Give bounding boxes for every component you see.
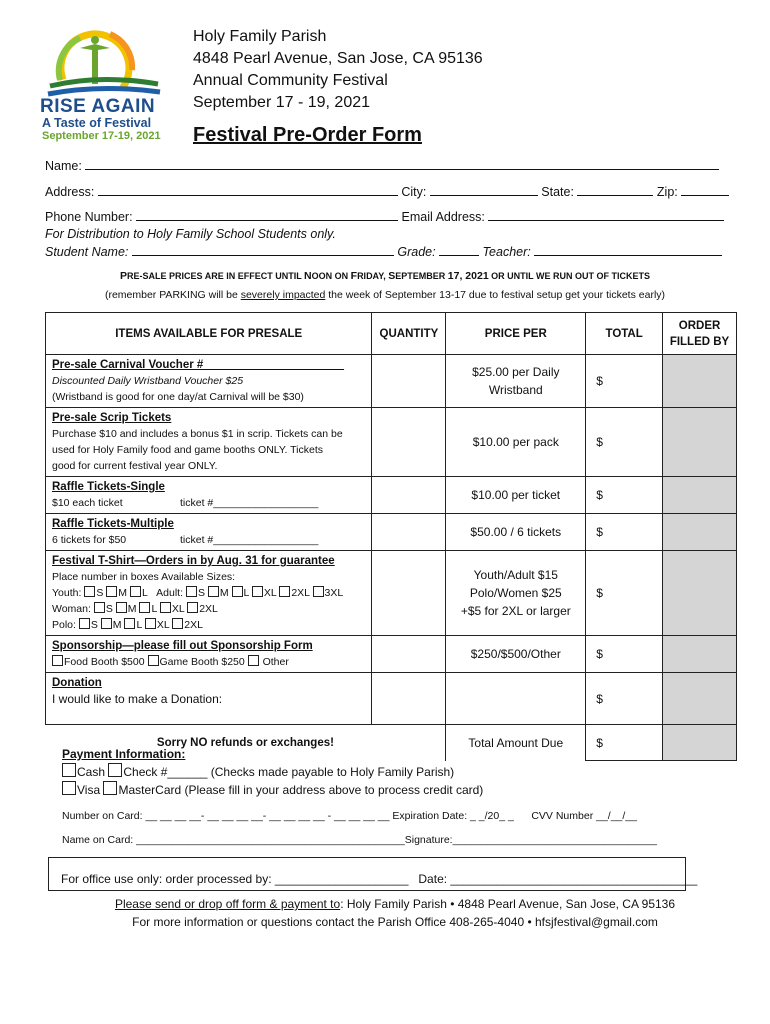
donation-total[interactable]: $ (586, 673, 663, 725)
tshirt-quantity[interactable] (372, 551, 446, 636)
woman-sizes: Woman: S M L XL 2XL (52, 603, 218, 615)
visa-checkbox[interactable] (62, 781, 76, 795)
table-row (46, 551, 737, 636)
logo-title: RISE AGAIN (40, 96, 156, 117)
carnival-filled-by (663, 355, 737, 408)
sponsorship-item: Sponsorship—please fill out Sponsorship Form Food Booth $500 Game Booth $250 Other (46, 636, 372, 673)
state-field[interactable] (577, 184, 653, 196)
table-row (46, 477, 737, 514)
table-row (46, 408, 737, 477)
raffle-multi-filled-by (663, 514, 737, 551)
phone-field[interactable] (136, 209, 398, 221)
payment-title: Payment Information: (62, 747, 186, 761)
form-title: Festival Pre-Order Form (193, 124, 422, 146)
city-field[interactable] (430, 184, 538, 196)
table-header-row (46, 313, 737, 355)
header-filled-by: ORDER FILLED BY (663, 313, 737, 355)
student-label: Student Name: (45, 245, 129, 259)
card-number-field[interactable]: Number on Card: __ __ __ __- __ __ __ __- __ __ __ __ - __ __ __ __ Expiration Date: _ _/20_ _ (62, 810, 514, 822)
donation-item: Donation I would like to make a Donation: (46, 673, 372, 725)
items-table (45, 312, 737, 761)
youth-adult-sizes: Youth: S M L Adult: S M L XL 2XL 3XL (52, 587, 344, 599)
parking-notice: (remember PARKING will be severely impacted the week of September 13-17 due to festival setup get your tickets early) (104, 289, 666, 301)
tshirt-price: Youth/Adult $15 Polo/Women $25 +$5 for 2XL or larger (446, 551, 586, 636)
phone-row (45, 209, 724, 224)
table-row (46, 355, 737, 408)
card-number-row (62, 810, 637, 822)
event-dates: September 17 - 19, 2021 (193, 94, 371, 111)
header-items: ITEMS AVAILABLE FOR PRESALE (46, 313, 372, 355)
total-due-label: Total Amount Due (468, 735, 564, 750)
address-row (45, 184, 729, 199)
distribution-note: For Distribution to Holy Family School Students only. (45, 227, 336, 241)
raffle-single-price: $10.00 per ticket (446, 477, 586, 514)
check-checkbox[interactable] (108, 763, 122, 777)
cvv-field[interactable]: CVV Number __/__/__ (531, 810, 637, 822)
name-field[interactable] (85, 158, 719, 170)
address-label: Address: (45, 185, 95, 199)
name-label: Name: (45, 159, 82, 173)
address-field[interactable] (98, 184, 398, 196)
header-block (193, 26, 483, 114)
raffle-multi-item: Raffle Tickets-Multiple 6 tickets for $50 ticket #__________________ (46, 514, 372, 551)
office-processed: For office use only: order processed by: ____________________ (61, 872, 409, 886)
teacher-field[interactable] (534, 244, 722, 256)
scrip-total[interactable]: $ (586, 408, 663, 477)
raffle-single-quantity[interactable] (372, 477, 446, 514)
mail-instructions: Please send or drop off form & payment to: Holy Family Parish • 4848 Pearl Avenue, San Jose, CA 95136 (114, 897, 676, 911)
carnival-quantity[interactable] (372, 355, 446, 408)
logo-dates: September 17-19, 2021 (42, 130, 161, 142)
student-row (45, 244, 722, 259)
scrip-item: Pre-sale Scrip Tickets Purchase $10 and includes a bonus $1 in scrip. Tickets can be used for Holy Family food and game booths ONLY. Tickets good for current festival year ONLY. (46, 408, 372, 477)
grand-total[interactable]: $ (586, 725, 663, 761)
event-name: Annual Community Festival (193, 72, 388, 89)
header-price: PRICE PER (446, 313, 586, 355)
raffle-single-item: Raffle Tickets-Single $10 each ticket ticket #__________________ (46, 477, 372, 514)
zip-field[interactable] (681, 184, 729, 196)
header-quantity: QUANTITY (372, 313, 446, 355)
donation-filled-by (663, 673, 737, 725)
tshirt-filled-by (663, 551, 737, 636)
name-on-card-row[interactable]: Name on Card: ______________________________________________Signature:___________________________________ (62, 834, 657, 846)
presale-notice: PRE-SALE PRICES ARE IN EFFECT UNTIL NOON ON FRIDAY, SEPTEMBER 17, 2021 OR UNTIL WE RUN OUT OF TICKETS (120, 270, 650, 282)
carnival-price: $25.00 per Daily Wristband (446, 355, 586, 408)
parish-address: 4848 Pearl Avenue, San Jose, CA 95136 (193, 50, 483, 67)
sponsorship-price: $250/$500/Other (446, 636, 586, 673)
header-total: TOTAL (586, 313, 663, 355)
scrip-quantity[interactable] (372, 408, 446, 477)
office-date: Date: _____________________________________ (418, 872, 698, 886)
office-use-box (48, 857, 698, 891)
state-label: State: (541, 185, 574, 199)
other-checkbox[interactable] (248, 655, 259, 666)
email-field[interactable] (488, 209, 724, 221)
polo-sizes: Polo: S M L XL 2XL (52, 619, 203, 631)
raffle-single-filled-by (663, 477, 737, 514)
phone-label: Phone Number: (45, 210, 133, 224)
contact-info: For more information or questions contact the Parish Office 408-265-4040 • hfsjfestival@gmail.com (132, 915, 658, 929)
name-row (45, 158, 719, 173)
payment-section: Payment Information: Cash Check #______ (Checks made payable to Holy Family Parish) Visa MasterCard (Please fill in your address above to process credit card) (62, 747, 484, 797)
raffle-multi-price: $50.00 / 6 tickets (446, 514, 586, 551)
logo-subtitle: A Taste of Festival (42, 116, 152, 130)
grade-field[interactable] (439, 244, 479, 256)
raffle-single-total[interactable]: $ (586, 477, 663, 514)
parish-name: Holy Family Parish (193, 28, 327, 45)
game-booth-checkbox[interactable] (148, 655, 159, 666)
food-booth-checkbox[interactable] (52, 655, 63, 666)
donation-price (446, 673, 586, 725)
donation-quantity[interactable] (372, 673, 446, 725)
sponsorship-filled-by (663, 636, 737, 673)
no-refunds-note: Sorry NO refunds or exchanges! (46, 725, 446, 761)
table-row (46, 673, 737, 725)
scrip-price: $10.00 per pack (446, 408, 586, 477)
tshirt-item: Festival T-Shirt—Orders in by Aug. 31 for guarantee Place number in boxes Available Sizes: Youth: S M L Adult: S M L XL 2XL 3XL Woman: S M L XL 2XL Polo: S M L XL 2XL (46, 551, 372, 636)
sponsorship-total[interactable]: $ (586, 636, 663, 673)
raffle-multi-quantity[interactable] (372, 514, 446, 551)
raffle-multi-total[interactable]: $ (586, 514, 663, 551)
table-row (46, 636, 737, 673)
teacher-label: Teacher: (482, 245, 531, 259)
cash-checkbox[interactable] (62, 763, 76, 777)
zip-label: Zip: (656, 185, 678, 199)
grade-label: Grade: (397, 245, 436, 259)
total-filled-by (663, 725, 737, 761)
student-field[interactable] (132, 244, 394, 256)
mastercard-checkbox[interactable] (103, 781, 117, 795)
carnival-item: Pre-sale Carnival Voucher #______________________ Discounted Daily Wristband Voucher $25 (Wristband is good for one day/at Carnival will be $30) (46, 355, 372, 408)
city-label: City: (401, 185, 427, 199)
table-row (46, 514, 737, 551)
email-label: Email Address: (401, 210, 485, 224)
carnival-total[interactable]: $ (586, 355, 663, 408)
sponsorship-quantity[interactable] (372, 636, 446, 673)
scrip-filled-by (663, 408, 737, 477)
tshirt-total[interactable]: $ (586, 551, 663, 636)
